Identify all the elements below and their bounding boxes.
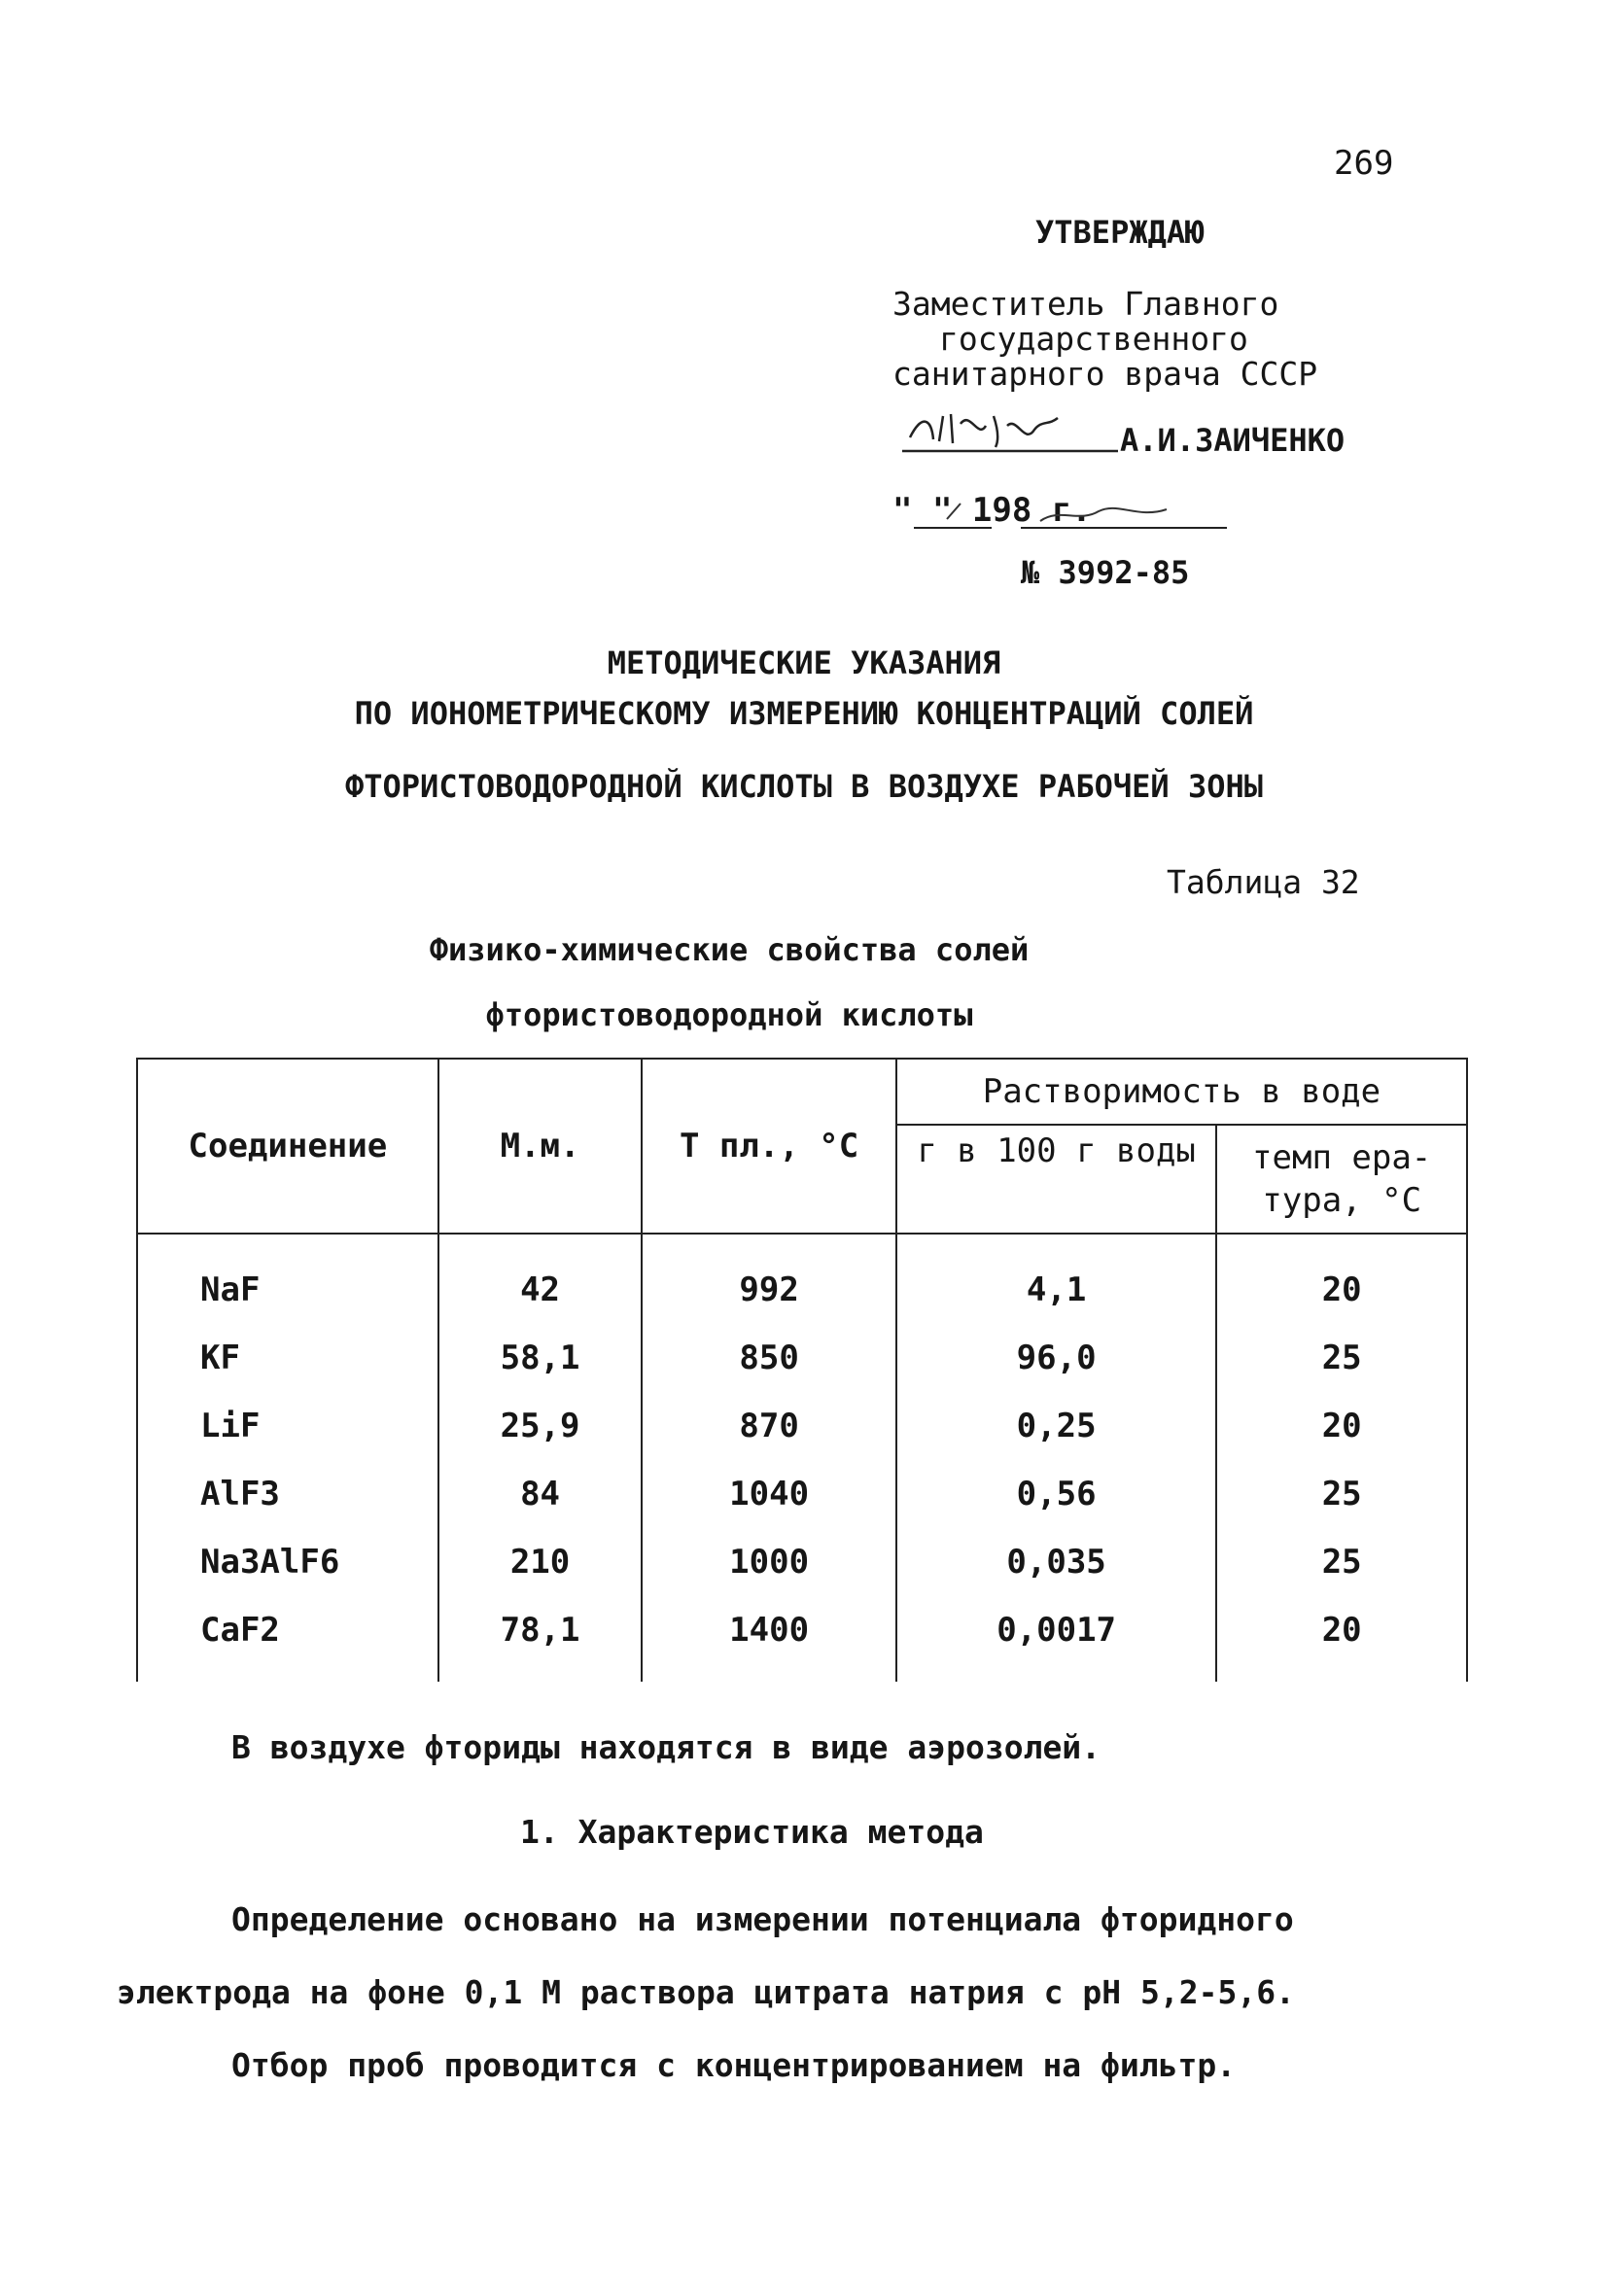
table-caption: Таблица 32 <box>1167 863 1360 901</box>
table-title-line-1: Физико-химические свойства солей <box>429 931 1030 968</box>
header-temperature <box>1216 1125 1467 1234</box>
cell-molar-mass: 210 <box>438 1528 643 1596</box>
table-row <box>137 1528 1467 1596</box>
cell-melting-point: 992 <box>642 1234 896 1324</box>
header-solubility: Растворимость в воде <box>896 1059 1467 1125</box>
cell-compound: NaF <box>137 1234 438 1324</box>
title-line-1: МЕТОДИЧЕСКИЕ УКАЗАНИЯ <box>607 644 1001 681</box>
cell-solubility: 96,0 <box>896 1324 1216 1392</box>
position-line-1: Заместитель Главного <box>892 285 1279 323</box>
section-heading: 1. Характеристика метода <box>520 1813 984 1851</box>
header-melting-point: Т пл., °С <box>642 1059 896 1234</box>
cell-temperature: 25 <box>1216 1528 1467 1596</box>
approval-heading: УТВЕРЖДАЮ <box>1035 214 1205 251</box>
header-g-per-100g: г в 100 г воды <box>896 1125 1216 1234</box>
cell-compound: Na3AlF6 <box>137 1528 438 1596</box>
page-number: 269 <box>1334 144 1394 183</box>
cell-melting-point: 1400 <box>642 1596 896 1682</box>
approval-date: " " 198 г. <box>892 491 1092 530</box>
cell-melting-point: 1040 <box>642 1460 896 1528</box>
cell-melting-point: 850 <box>642 1324 896 1392</box>
position-line-2: государственного <box>939 320 1248 358</box>
cell-temperature: 25 <box>1216 1460 1467 1528</box>
cell-solubility: 0,56 <box>896 1460 1216 1528</box>
cell-compound: AlF3 <box>137 1460 438 1528</box>
cell-temperature: 20 <box>1216 1234 1467 1324</box>
properties-table <box>136 1058 1468 1682</box>
cell-temperature: 20 <box>1216 1596 1467 1682</box>
cell-temperature: 25 <box>1216 1324 1467 1392</box>
method-line-2: электрода на фоне 0,1 М раствора цитрата натрия с рН 5,2-5,6. <box>117 1973 1295 2011</box>
title-line-3: ФТОРИСТОВОДОРОДНОЙ КИСЛОТЫ В ВОЗДУХЕ РАБОЧЕЙ ЗОНЫ <box>344 768 1263 805</box>
table-row <box>137 1234 1467 1324</box>
approval-number: № 3992-85 <box>1021 554 1190 591</box>
table-row <box>137 1460 1467 1528</box>
cell-melting-point: 870 <box>642 1392 896 1460</box>
title-line-2: ПО ИОНОМЕТРИЧЕСКОМУ ИЗМЕРЕНИЮ КОНЦЕНТРАЦИЙ СОЛЕЙ <box>354 695 1254 732</box>
approver-name: А.И.ЗАИЧЕНКО <box>1120 422 1346 459</box>
cell-molar-mass: 25,9 <box>438 1392 643 1460</box>
method-line-1: Определение основано на измерении потенциала фторидного <box>231 1900 1294 1938</box>
header-compound: Соединение <box>137 1059 438 1234</box>
cell-solubility: 0,035 <box>896 1528 1216 1596</box>
table-row <box>137 1596 1467 1682</box>
table-title-line-2: фтористоводородной кислоты <box>485 996 973 1033</box>
cell-compound: LiF <box>137 1392 438 1460</box>
position-line-3: санитарного врача СССР <box>892 355 1318 393</box>
cell-molar-mass: 42 <box>438 1234 643 1324</box>
approval-position <box>892 287 1317 392</box>
cell-molar-mass: 58,1 <box>438 1324 643 1392</box>
cell-melting-point: 1000 <box>642 1528 896 1596</box>
aerosol-statement: В воздухе фториды находятся в виде аэрозолей. <box>231 1728 1101 1766</box>
cell-temperature: 20 <box>1216 1392 1467 1460</box>
method-line-3: Отбор проб проводится с концентрированием на фильтр. <box>231 2046 1237 2084</box>
cell-compound: KF <box>137 1324 438 1392</box>
cell-compound: CaF2 <box>137 1596 438 1682</box>
cell-molar-mass: 84 <box>438 1460 643 1528</box>
cell-molar-mass: 78,1 <box>438 1596 643 1682</box>
header-temperature-line-2: тура, °С <box>1262 1181 1422 1220</box>
header-temperature-line-1: темп ера- <box>1252 1138 1432 1177</box>
table-row <box>137 1392 1467 1460</box>
header-molar-mass: М.м. <box>438 1059 643 1234</box>
date-underlines <box>914 484 1235 533</box>
cell-solubility: 0,0017 <box>896 1596 1216 1682</box>
cell-solubility: 4,1 <box>896 1234 1216 1324</box>
cell-solubility: 0,25 <box>896 1392 1216 1460</box>
table-row <box>137 1324 1467 1392</box>
